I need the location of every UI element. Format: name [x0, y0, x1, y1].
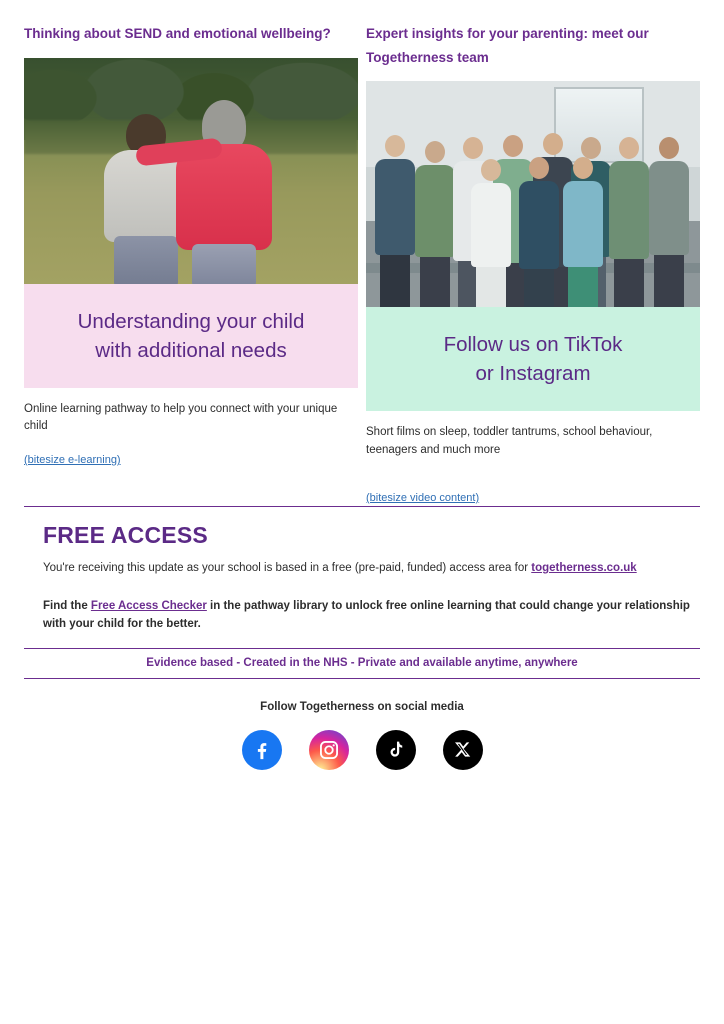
column-heading-right: Expert insights for your parenting: meet our Togetherness team [366, 26, 649, 65]
instagram-icon[interactable] [309, 730, 349, 770]
team-member-front [562, 157, 604, 307]
divider-bottom [24, 678, 700, 679]
caption-card-right [366, 307, 700, 411]
parent-figure [174, 100, 278, 284]
caption-right-line2: or Instagram [475, 362, 591, 386]
column-send-wellbeing [24, 22, 358, 506]
column-heading-left: Thinking about SEND and emotional wellbeing? [24, 26, 331, 41]
free-access-section [0, 506, 724, 770]
free-access-intro-text: You're receiving this update as your school is based in a free (pre-paid, funded) access area for [43, 561, 532, 574]
divider-top [24, 506, 700, 507]
column-team-insights [366, 22, 700, 506]
caption-card-left [24, 284, 358, 388]
link-bitesize-elearning[interactable]: (bitesize e-learning) [24, 454, 121, 467]
facebook-icon[interactable] [242, 730, 282, 770]
team-member [414, 141, 456, 307]
free-access-intro [43, 560, 700, 577]
blurb-left: Online learning pathway to help you connect with your unique child [24, 402, 338, 432]
free-access-find-suffix: in the pathway library to unlock free online learning that could change your relationship with your child for the better. [43, 600, 690, 630]
blurb-right: Short films on sleep, toddler tantrums, school behaviour, teenagers and much more [366, 426, 653, 456]
free-access-find [43, 598, 700, 634]
x-twitter-icon[interactable] [443, 730, 483, 770]
team-member-front [518, 157, 560, 307]
social-heading: Follow Togetherness on social media [260, 700, 464, 713]
free-access-find-prefix: Find the [43, 600, 91, 612]
togetherness-team-group-photo [366, 81, 700, 307]
free-access-title: FREE ACCESS [43, 521, 208, 548]
link-bitesize-video-content[interactable]: (bitesize video content) [366, 491, 480, 504]
tiktok-icon[interactable] [376, 730, 416, 770]
parent-and-child-in-field-photo [24, 58, 358, 284]
team-member [608, 137, 650, 307]
evidence-statement: Evidence based - Created in the NHS - Private and available anytime, anywhere [146, 656, 578, 669]
togetherness-site-link[interactable]: togetherness.co.uk [531, 561, 637, 574]
two-column-section [0, 0, 724, 506]
team-member [648, 137, 690, 307]
social-links-row [24, 730, 700, 770]
team-member [374, 135, 416, 307]
team-member-front [470, 159, 512, 307]
caption-left-line1: Understanding your child [77, 309, 305, 333]
free-access-checker-link[interactable]: Free Access Checker [90, 600, 207, 612]
caption-left-line2: with additional needs [95, 338, 287, 362]
caption-right-line1: Follow us on TikTok [443, 333, 623, 357]
